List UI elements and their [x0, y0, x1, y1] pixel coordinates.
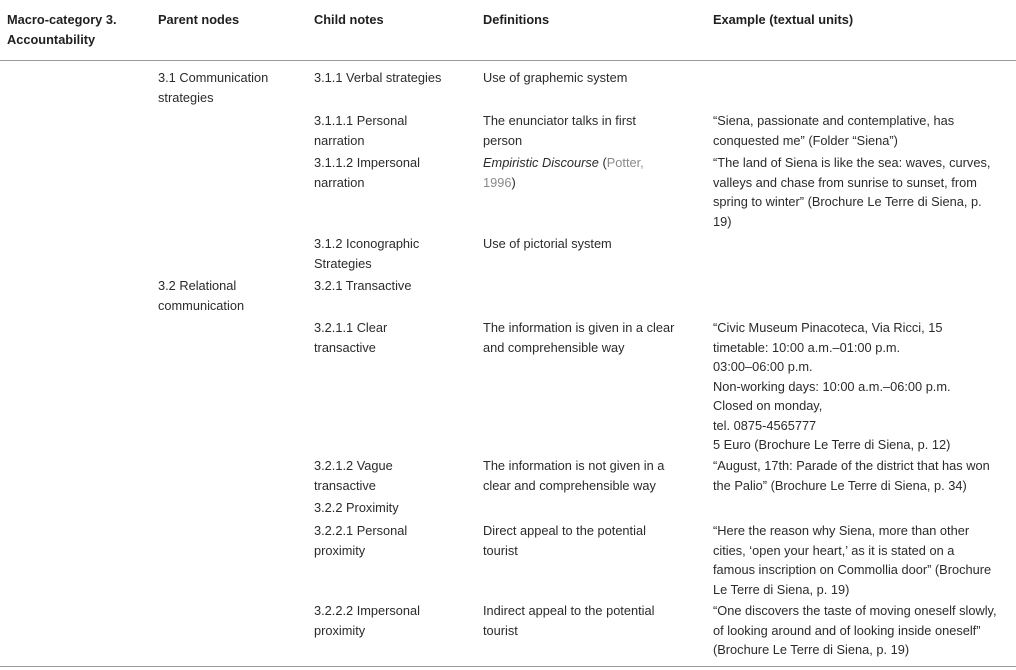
example-3-2-1-1-line1: “Civic Museum Pinacoteca, Via Ricci, 15	[713, 320, 943, 335]
header-macro-category	[7, 10, 117, 49]
definition-3-2-2-2	[483, 601, 654, 640]
example-3-2-2-1-line2: cities, ‘open your heart,’ as it is stated on a	[713, 542, 955, 558]
header-definitions: Definitions	[483, 12, 550, 27]
child-note-3-2-2-1	[314, 521, 407, 560]
example-3-2-1-2-line2: the Palio” (Brochure Le Terre di Siena, p. 34)	[713, 477, 967, 493]
definition-3-2-2-1	[483, 521, 646, 560]
example-3-2-2-1-line1: “Here the reason why Siena, more than other	[713, 523, 970, 538]
example-3-1-1-2-line1: “The land of Siena is like the sea: waves, curves,	[713, 155, 991, 170]
potter-reference-link[interactable]: Potter,	[606, 155, 644, 170]
parent-node-3-1-line1: 3.1 Communication	[158, 70, 269, 85]
empiristic-discourse-term: Empiristic Discourse	[483, 155, 599, 170]
header-macro-line2: Accountability	[7, 31, 96, 47]
child-note-3-1-2-line1: 3.1.2 Iconographic	[314, 236, 420, 251]
child-note-3-2-2-2-line1: 3.2.2.2 Impersonal	[314, 603, 420, 618]
definition-3-1-1-2	[483, 153, 644, 192]
parent-node-3-2-line2: communication	[158, 297, 245, 313]
child-note-3-1-1-1-line1: 3.1.1.1 Personal	[314, 113, 408, 128]
potter-reference-year-link[interactable]: 1996	[483, 174, 512, 190]
example-3-1-1-1	[713, 111, 954, 150]
example-3-2-2-2	[713, 601, 997, 660]
example-3-1-1-2	[713, 153, 990, 231]
definition-3-2-1-1-line1: The information is given in a clear	[483, 320, 675, 335]
example-3-1-1-2-line2: valleys and chase from sunrise to sunset, from	[713, 174, 977, 190]
definition-3-1-1-1-line1: The enunciator talks in first	[483, 113, 636, 128]
definition-3-2-2-1-line1: Direct appeal to the potential	[483, 523, 646, 538]
header-child-notes: Child notes	[314, 12, 384, 27]
parent-node-3-2	[158, 276, 244, 315]
header-divider	[0, 60, 1016, 61]
header-macro-line1: Macro-category 3.	[7, 12, 117, 27]
example-3-2-1-2	[713, 456, 990, 495]
child-note-3-1-2	[314, 234, 419, 273]
example-3-2-2-2-line3: (Brochure Le Terre di Siena, p. 19)	[713, 642, 910, 657]
child-note-3-2-1: 3.2.1 Transactive	[314, 278, 412, 293]
child-note-3-2-1-2-line1: 3.2.1.2 Vague	[314, 458, 393, 473]
example-3-2-2-2-line1: “One discovers the taste of moving oneself slowly,	[713, 603, 997, 618]
definition-paren-close: )	[511, 174, 516, 190]
example-3-2-2-1	[713, 521, 991, 599]
child-note-3-2-1-2	[314, 456, 393, 495]
definition-3-2-2-1-line2: tourist	[483, 542, 518, 558]
definition-3-2-1-2	[483, 456, 664, 495]
child-note-3-2-2-2	[314, 601, 420, 640]
example-3-2-2-1-line4: Le Terre di Siena, p. 19)	[713, 581, 850, 597]
parent-node-3-1-line2: strategies	[158, 89, 214, 105]
example-3-2-1-1	[713, 318, 951, 455]
child-note-3-2-2-1-line2: proximity	[314, 542, 366, 558]
definition-3-1-1-2-line2	[483, 173, 644, 193]
definition-3-1-1: Use of graphemic system	[483, 70, 628, 85]
child-note-3-2-1-1-line1: 3.2.1.1 Clear	[314, 320, 388, 335]
example-3-2-1-1-line6: tel. 0875-4565777	[713, 417, 817, 433]
child-note-3-2-2: 3.2.2 Proximity	[314, 500, 399, 515]
example-3-2-1-1-line5: Closed on monday,	[713, 398, 823, 413]
example-3-1-1-2-line3: spring to winter” (Brochure Le Terre di Siena, p.	[713, 194, 982, 209]
child-note-3-1-1: 3.1.1 Verbal strategies	[314, 70, 442, 85]
child-note-3-2-1-1	[314, 318, 387, 357]
child-note-3-1-1-2-line2: narration	[314, 174, 365, 190]
example-3-2-1-1-line7: 5 Euro (Brochure Le Terre di Siena, p. 12)	[713, 437, 951, 452]
child-note-3-2-2-1-line1: 3.2.2.1 Personal	[314, 523, 408, 538]
definition-3-2-1-1-line2: and comprehensible way	[483, 339, 625, 355]
example-3-2-1-2-line1: “August, 17th: Parade of the district that has won	[713, 458, 990, 473]
child-note-3-2-1-2-line2: transactive	[314, 477, 376, 493]
example-3-2-1-1-line4: Non-working days: 10:00 a.m.–06:00 p.m.	[713, 378, 951, 394]
example-3-1-1-1-line1: “Siena, passionate and contemplative, has	[713, 113, 955, 128]
definition-3-2-2-2-line1: Indirect appeal to the potential	[483, 603, 655, 618]
child-note-3-2-2-2-line2: proximity	[314, 622, 366, 638]
definition-3-1-1-2-line1	[483, 153, 644, 173]
header-parent-nodes: Parent nodes	[158, 12, 240, 27]
definition-3-2-2-2-line2: tourist	[483, 622, 518, 638]
child-note-3-1-1-2	[314, 153, 420, 192]
definition-3-2-1-2-line2: clear and comprehensible way	[483, 477, 656, 493]
example-3-2-1-1-line2: timetable: 10:00 a.m.–01:00 p.m.	[713, 339, 901, 355]
example-3-1-1-2-line4: 19)	[713, 213, 732, 229]
child-note-3-1-2-line2: Strategies	[314, 255, 372, 271]
child-note-3-2-1-1-line2: transactive	[314, 339, 376, 355]
parent-node-3-1	[158, 68, 268, 107]
example-3-2-2-2-line2: of looking around and of looking inside oneself”	[713, 622, 981, 638]
header-example: Example (textual units)	[713, 12, 854, 27]
child-note-3-1-1-2-line1: 3.1.1.2 Impersonal	[314, 155, 420, 170]
example-3-1-1-1-line2: conquested me” (Folder “Siena”)	[713, 132, 898, 148]
example-3-2-1-1-line3: 03:00–06:00 p.m.	[713, 359, 813, 374]
definition-3-1-2: Use of pictorial system	[483, 236, 612, 251]
definition-paren-open: (	[598, 155, 607, 170]
child-note-3-1-1-1	[314, 111, 407, 150]
parent-node-3-2-line1: 3.2 Relational	[158, 278, 237, 293]
definition-3-2-1-1	[483, 318, 674, 357]
child-note-3-1-1-1-line2: narration	[314, 132, 365, 148]
definition-3-1-1-1-line2: person	[483, 132, 523, 148]
definition-3-2-1-2-line1: The information is not given in a	[483, 458, 665, 473]
example-3-2-2-1-line3: famous inscription on Commollia door” (Brochure	[713, 562, 992, 577]
table-bottom-rule	[0, 666, 1016, 667]
definition-3-1-1-1	[483, 111, 636, 150]
